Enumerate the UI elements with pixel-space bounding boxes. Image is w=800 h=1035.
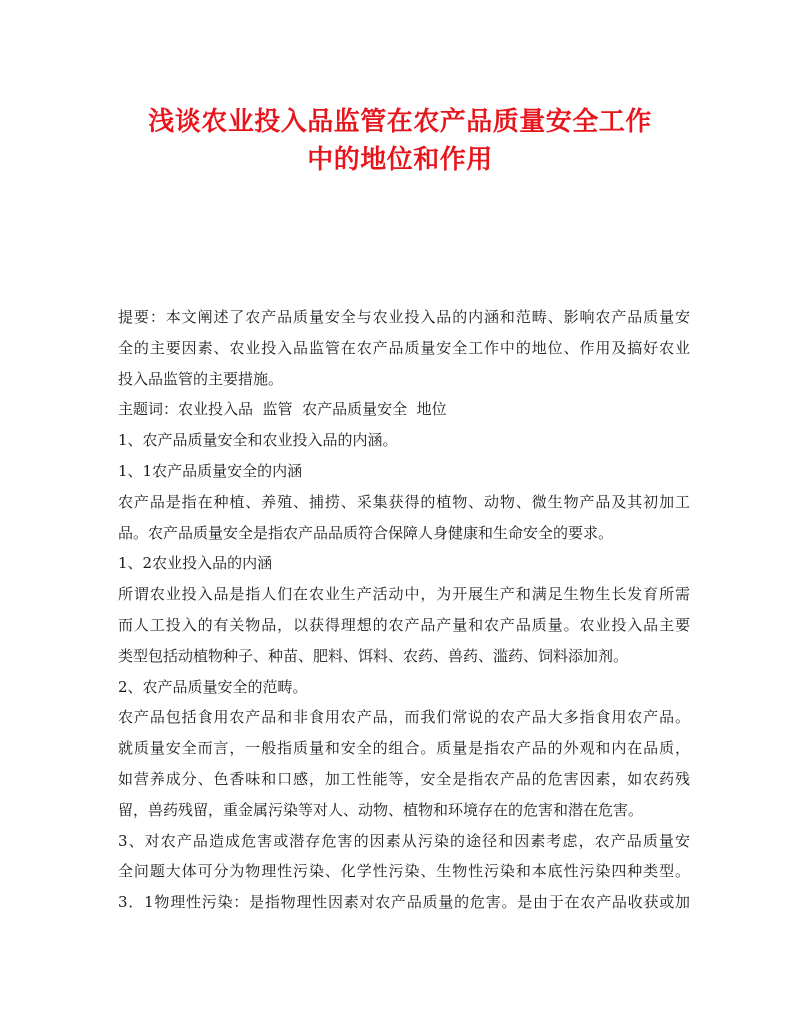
paragraph-line: 留，兽药残留，重金属污染等对人、动物、植物和环境存在的危害和潜在危害。 [118, 800, 644, 819]
document-body [118, 302, 690, 918]
subsection-heading: 1、2农业投入品的内涵 [118, 554, 273, 573]
paragraph-line: 而人工投入的有关物品，以获得理想的农产品产量和农产品质量。农业投入品主要 [118, 615, 690, 634]
keywords-line: 主题词：农业投入品 监管 农产品质量安全 地位 [118, 400, 447, 419]
section-heading: 1、农产品质量安全和农业投入品的内涵。 [118, 431, 398, 450]
abstract-line: 投入品监管的主要措施。 [118, 369, 284, 388]
document-title [100, 103, 700, 179]
paragraph-line: 农产品是指在种植、养殖、捕捞、采集获得的植物、动物、微生物产品及其初加工 [118, 492, 690, 511]
subsection-heading: 1、1农产品质量安全的内涵 [118, 461, 303, 480]
paragraph-line: 农产品包括食用农产品和非食用农产品，而我们常说的农产品大多指食用农产品。 [118, 708, 690, 727]
paragraph-line: 就质量安全而言，一般指质量和安全的组合。质量是指农产品的外观和内在品质， [118, 739, 690, 758]
title-line-1: 浅谈农业投入品监管在农产品质量安全工作 [148, 107, 652, 137]
abstract-line: 全的主要因素、农业投入品监管在农产品质量安全工作中的地位、作用及搞好农业 [118, 338, 690, 357]
paragraph-line: 所谓农业投入品是指人们在农业生产活动中，为开展生产和满足生物生长发育所需 [118, 585, 690, 604]
title-line-2: 中的地位和作用 [307, 145, 493, 175]
paragraph-line: 品。农产品质量安全是指农产品品质符合保障人身健康和生命安全的要求。 [118, 523, 614, 542]
paragraph-line: 如营养成分、色香味和口感，加工性能等，安全是指农产品的危害因素，如农药残 [118, 769, 690, 788]
paragraph-line: 3、对农产品造成危害或潜存危害的因素从污染的途径和因素考虑，农产品质量安 [118, 831, 690, 850]
section-heading: 2、农产品质量安全的范畴。 [118, 677, 308, 696]
abstract-line: 提要：本文阐述了农产品质量安全与农业投入品的内涵和范畴、影响农产品质量安 [118, 308, 690, 326]
paragraph-line: 全问题大体可分为物理性污染、化学性污染、生物性污染和本底性污染四种类型。 [118, 862, 690, 881]
paragraph-line: 3．1物理性污染：是指物理性因素对农产品质量的危害。是由于在农产品收获或加 [118, 893, 690, 912]
paragraph-line: 类型包括动植物种子、种苗、肥料、饵料、农药、兽药、滥药、饲料添加剂。 [118, 646, 629, 665]
